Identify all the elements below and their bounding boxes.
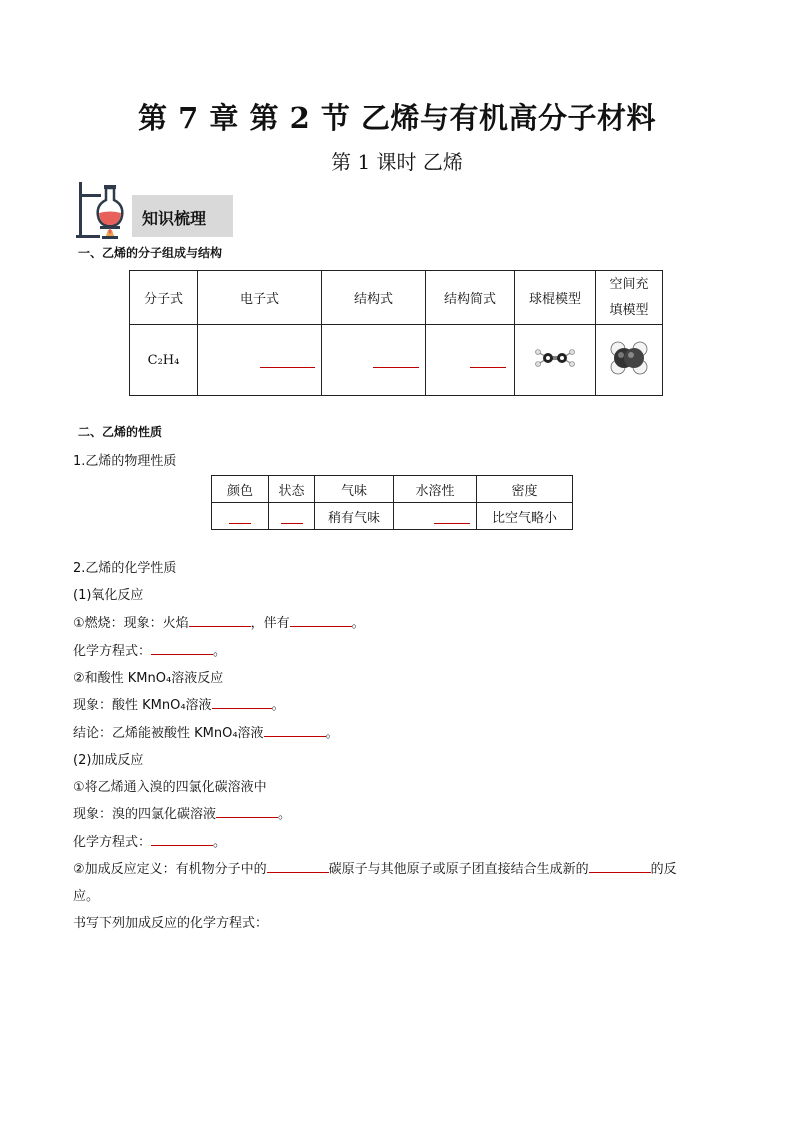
- kmno4-phenomenon-text: 现象：酸性 KMnO₄溶液: [73, 698, 212, 713]
- definition-text-a: ②加成反应定义：有机物分子中的: [73, 862, 267, 877]
- kmno4-conclusion-text: 结论：乙烯能被酸性 KMnO₄溶液: [73, 726, 264, 741]
- kmno4-conclusion-line: [73, 722, 339, 741]
- bromine-phenomenon-text: 现象：溴的四氯化碳溶液: [73, 807, 217, 822]
- page-subtitle: 第 1 课时 乙烯: [331, 150, 463, 174]
- write-equations-prompt: 书写下列加成反应的化学方程式：: [73, 916, 269, 931]
- state-blank[interactable]: [281, 509, 303, 524]
- header-state: 状态: [269, 476, 315, 503]
- addition-definition-line: [73, 858, 677, 877]
- header-structural-formula: 结构式: [322, 271, 426, 325]
- combustion-text-a: ①燃烧：现象：火焰: [73, 616, 189, 631]
- header-ball-stick: 球棍模型: [515, 271, 596, 325]
- physical-properties-table: [211, 475, 573, 530]
- addition-equation-blank[interactable]: [151, 832, 213, 846]
- bromine-phenomenon-line: [73, 803, 291, 822]
- header-molecular-formula: 分子式: [130, 271, 198, 325]
- structural-formula-cell[interactable]: [322, 325, 426, 396]
- kmno4-heading: ②和酸性 KMnO₄溶液反应: [73, 671, 224, 686]
- odor-value: 稍有气味: [315, 503, 394, 530]
- addition-equation-end: 。: [213, 835, 227, 850]
- kmno4-phenomenon-blank[interactable]: [212, 695, 272, 709]
- structure-table: [129, 270, 663, 396]
- kmno4-phenomenon-end: 。: [271, 698, 285, 713]
- density-value: 比空气略小: [477, 503, 573, 530]
- electron-formula-blank[interactable]: [260, 353, 315, 368]
- definition-text-b: 碳原子与其他原子或原子团直接结合生成新的: [328, 862, 589, 877]
- equation-end: 。: [213, 644, 227, 659]
- page-title: 第 7 章 第 2 节 乙烯与有机高分子材料: [138, 101, 656, 135]
- solubility-blank[interactable]: [434, 509, 470, 524]
- physical-properties-title: 1.乙烯的物理性质: [73, 454, 177, 469]
- kmno4-phenomenon-line: [73, 694, 285, 713]
- electron-formula-cell[interactable]: [198, 325, 322, 396]
- addition-equation-label: 化学方程式：: [73, 835, 152, 850]
- molecular-formula-cell: [130, 325, 198, 396]
- header-odor: 气味: [315, 476, 394, 503]
- header-space-fill-text: 空间充填模型: [609, 276, 649, 318]
- definition-continuation: 应。: [73, 889, 100, 904]
- knowledge-banner-label: 知识梳理: [142, 209, 207, 228]
- molecular-formula: C₂H₄: [147, 352, 180, 368]
- solubility-cell[interactable]: [394, 503, 477, 530]
- condensed-formula-cell[interactable]: [426, 325, 515, 396]
- header-electron-formula: 电子式: [198, 271, 322, 325]
- section1-heading: 一、乙烯的分子组成与结构: [78, 246, 223, 260]
- structural-formula-blank[interactable]: [373, 353, 419, 368]
- section2-heading: 二、乙烯的性质: [78, 425, 163, 439]
- header-color: 颜色: [212, 476, 269, 503]
- ball-stick-model-icon: [534, 348, 576, 368]
- kmno4-conclusion-end: 。: [325, 726, 339, 741]
- bromine-phenomenon-end: 。: [278, 807, 292, 822]
- combustion-equation-blank[interactable]: [151, 641, 213, 655]
- lab-flask-burner-icon: [76, 180, 128, 240]
- accompany-blank[interactable]: [290, 613, 352, 627]
- header-condensed-formula: 结构简式: [426, 271, 515, 325]
- equation-label: 化学方程式：: [73, 644, 152, 659]
- unsaturated-blank[interactable]: [267, 859, 329, 873]
- combustion-equation-line: [73, 640, 226, 659]
- state-cell[interactable]: [269, 503, 315, 530]
- color-blank[interactable]: [229, 509, 251, 524]
- addition-heading: (2)加成反应: [73, 753, 144, 768]
- condensed-formula-blank[interactable]: [470, 353, 506, 368]
- chemical-properties-title: 2.乙烯的化学性质: [73, 561, 177, 576]
- header-solubility: 水溶性: [394, 476, 477, 503]
- space-fill-cell: [596, 325, 663, 396]
- header-density: 密度: [477, 476, 573, 503]
- ball-stick-cell: [515, 325, 596, 396]
- oxidation-heading: (1)氧化反应: [73, 588, 144, 603]
- addition-equation-line: [73, 831, 226, 850]
- knowledge-banner: [132, 195, 233, 237]
- color-cell[interactable]: [212, 503, 269, 530]
- combustion-text-c: 。: [351, 616, 365, 631]
- header-space-fill: [596, 271, 663, 325]
- new-compound-blank[interactable]: [589, 859, 651, 873]
- kmno4-conclusion-blank[interactable]: [264, 723, 326, 737]
- space-filling-model-icon: [609, 340, 649, 376]
- flame-blank[interactable]: [189, 613, 251, 627]
- bromine-heading: ①将乙烯通入溴的四氯化碳溶液中: [73, 780, 267, 795]
- combustion-text-b: ，伴有: [250, 616, 290, 631]
- definition-text-c: 的反: [650, 862, 677, 877]
- bromine-phenomenon-blank[interactable]: [216, 804, 278, 818]
- combustion-line: [73, 612, 365, 631]
